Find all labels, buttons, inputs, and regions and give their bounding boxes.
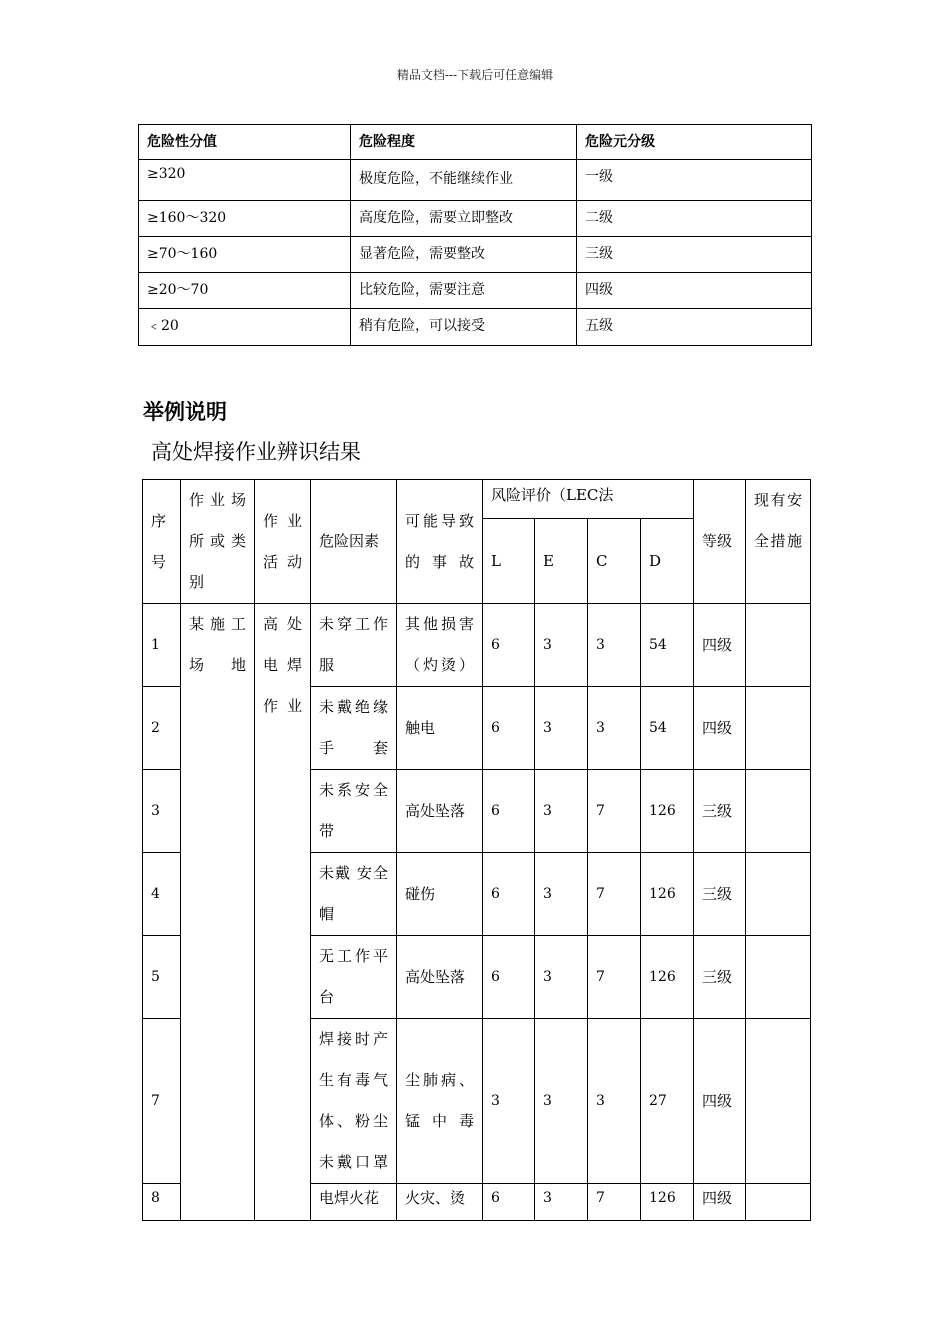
cell-measures <box>746 1019 811 1184</box>
cell-L: 6 <box>483 687 535 770</box>
cell-C: 7 <box>588 853 641 936</box>
table-cell: 高度危险，需要立即整改 <box>351 201 577 237</box>
cell-hazard: 未戴 安全帽 <box>311 853 397 936</box>
header-seq: 序号 <box>143 480 181 604</box>
cell-grade: 三级 <box>694 770 746 853</box>
header-D: D <box>641 519 694 604</box>
table-title: 高处焊接作业辨识结果 <box>151 440 361 464</box>
cell-accident: 触电 <box>397 687 483 770</box>
cell-E: 3 <box>535 936 588 1019</box>
header-grade: 等级 <box>694 480 746 604</box>
cell-seq: 4 <box>143 853 181 936</box>
page-header-note: 精品文档---下载后可任意编辑 <box>396 68 554 82</box>
header-hazard: 危险因素 <box>311 480 397 604</box>
column-header: 危险程度 <box>351 125 577 160</box>
header-accident: 可能导致的事故 <box>397 480 483 604</box>
cell-C: 7 <box>588 1184 641 1221</box>
cell-measures <box>746 770 811 853</box>
table-row <box>139 160 812 201</box>
cell-D: 126 <box>641 936 694 1019</box>
cell-seq: 1 <box>143 604 181 687</box>
cell-grade: 四级 <box>694 1184 746 1221</box>
cell-seq: 2 <box>143 687 181 770</box>
table-cell: ≥70～160 <box>139 237 351 273</box>
cell-accident: 尘肺病、锰中毒 <box>397 1019 483 1184</box>
cell-C: 3 <box>588 604 641 687</box>
cell-hazard: 电焊火花 <box>311 1184 397 1221</box>
cell-D: 126 <box>641 770 694 853</box>
cell-seq: 5 <box>143 936 181 1019</box>
cell-grade: 四级 <box>694 604 746 687</box>
table-cell: 显著危险，需要整改 <box>351 237 577 273</box>
cell-E: 3 <box>535 687 588 770</box>
hazard-identification-table <box>142 479 811 1221</box>
column-header: 危险性分值 <box>139 125 351 160</box>
table-cell: ≥320 <box>139 160 351 201</box>
header-risk-eval: 风险评价（LEC法 <box>483 480 694 519</box>
cell-L: 6 <box>483 604 535 687</box>
cell-C: 7 <box>588 770 641 853</box>
table-cell: 五级 <box>577 309 812 346</box>
cell-grade: 三级 <box>694 936 746 1019</box>
cell-hazard: 焊接时产生有毒气体、粉尘未戴口罩 <box>311 1019 397 1184</box>
cell-accident: 碰伤 <box>397 853 483 936</box>
cell-measures <box>746 853 811 936</box>
cell-C: 3 <box>588 687 641 770</box>
table-row <box>139 273 812 309</box>
cell-measures <box>746 936 811 1019</box>
table-cell: ≥160～320 <box>139 201 351 237</box>
cell-E: 3 <box>535 1184 588 1221</box>
table-cell: 四级 <box>577 273 812 309</box>
cell-L: 6 <box>483 1184 535 1221</box>
cell-D: 126 <box>641 1184 694 1221</box>
cell-E: 3 <box>535 853 588 936</box>
header-E: E <box>535 519 588 604</box>
header-activity: 作业活动 <box>255 480 311 604</box>
cell-E: 3 <box>535 1019 588 1184</box>
cell-seq: 3 <box>143 770 181 853</box>
cell-D: 54 <box>641 604 694 687</box>
table-row <box>139 201 812 237</box>
table-header-row <box>143 480 811 519</box>
cell-L: 6 <box>483 853 535 936</box>
cell-measures <box>746 687 811 770</box>
cell-accident: 高处坠落 <box>397 936 483 1019</box>
cell-grade: 四级 <box>694 1019 746 1184</box>
table-row <box>139 237 812 273</box>
cell-place: 某施工场地 <box>181 604 255 1221</box>
column-header: 危险元分级 <box>577 125 812 160</box>
cell-hazard: 未戴绝缘手套 <box>311 687 397 770</box>
cell-seq: 8 <box>143 1184 181 1221</box>
risk-level-table <box>138 124 812 346</box>
cell-accident: 高处坠落 <box>397 770 483 853</box>
cell-L: 3 <box>483 1019 535 1184</box>
table-cell: 稍有危险，可以接受 <box>351 309 577 346</box>
header-measures: 现有安全措施 <box>746 480 811 604</box>
table-cell: 三级 <box>577 237 812 273</box>
cell-hazard: 未穿工作服 <box>311 604 397 687</box>
table-cell: ﹤20 <box>139 309 351 346</box>
cell-L: 6 <box>483 770 535 853</box>
cell-C: 3 <box>588 1019 641 1184</box>
cell-D: 27 <box>641 1019 694 1184</box>
table-cell: 一级 <box>577 160 812 201</box>
table-row <box>139 309 812 346</box>
cell-C: 7 <box>588 936 641 1019</box>
cell-grade: 四级 <box>694 687 746 770</box>
section-heading: 举例说明 <box>143 400 227 424</box>
table-cell: 极度危险，不能继续作业 <box>351 160 577 201</box>
cell-hazard: 无工作平台 <box>311 936 397 1019</box>
header-C: C <box>588 519 641 604</box>
table-cell: 二级 <box>577 201 812 237</box>
cell-seq: 7 <box>143 1019 181 1184</box>
cell-E: 3 <box>535 604 588 687</box>
table-header-row <box>139 125 812 160</box>
table-cell: 比较危险，需要注意 <box>351 273 577 309</box>
cell-activity: 高处电焊作业 <box>255 604 311 1221</box>
cell-measures <box>746 1184 811 1221</box>
cell-measures <box>746 604 811 687</box>
cell-accident: 火灾、烫 <box>397 1184 483 1221</box>
header-L: L <box>483 519 535 604</box>
header-place: 作业场所或类别 <box>181 480 255 604</box>
cell-accident: 其他损害（灼烫） <box>397 604 483 687</box>
cell-grade: 三级 <box>694 853 746 936</box>
table-row <box>143 604 811 687</box>
cell-D: 54 <box>641 687 694 770</box>
table-cell: ≥20～70 <box>139 273 351 309</box>
cell-E: 3 <box>535 770 588 853</box>
cell-hazard: 未系安全带 <box>311 770 397 853</box>
cell-D: 126 <box>641 853 694 936</box>
cell-L: 6 <box>483 936 535 1019</box>
